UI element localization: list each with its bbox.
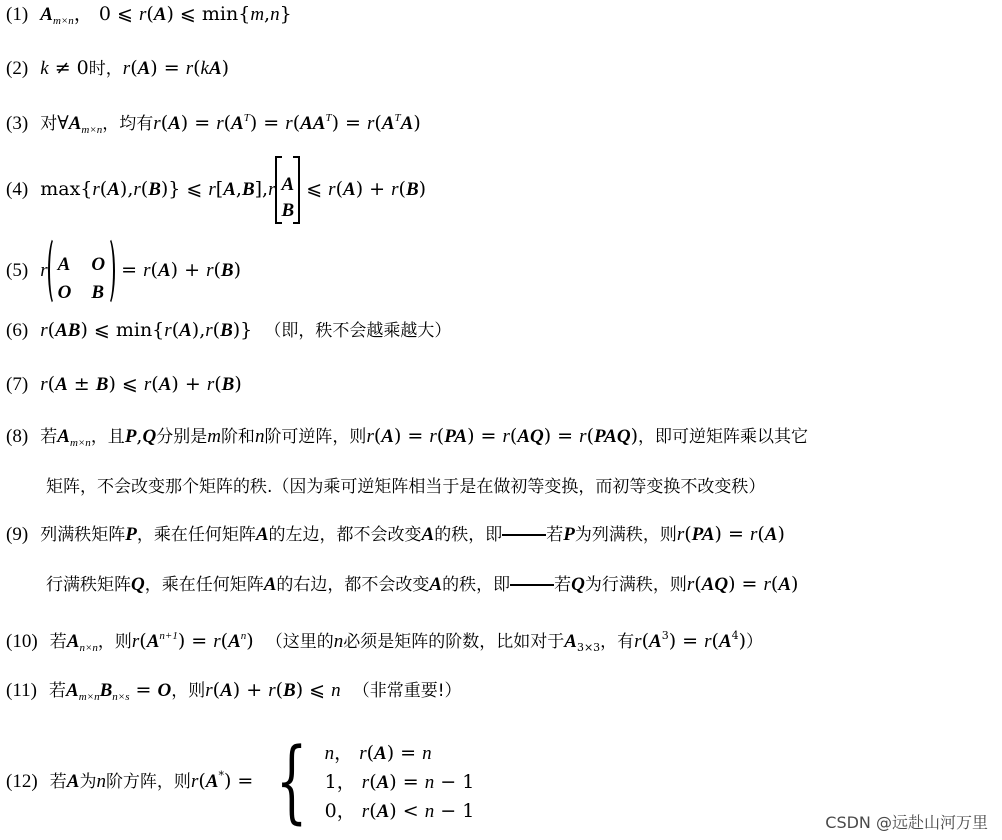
block-diagonal-matrix: A O O B	[48, 236, 115, 306]
formula-row-4: (4) max{r(A),r(B)} ⩽ r[A,B],r A B ⩽ r(A) + r(B)	[6, 156, 426, 224]
case-1: n， r(A) = n	[324, 741, 432, 764]
case-2: 1， r(A) = n − 1	[324, 770, 475, 793]
formula-row-9b: 行满秩矩阵Q，乘在任何矩阵A的右边，都不会改变A的秩，即 若Q为行满秩，则r(AQ) = r(A)	[46, 573, 799, 595]
formula-row-6: (6) r(AB) ⩽ min{r(A),r(B)} （即，秩不会越乘越大）	[6, 319, 452, 341]
formula-row-2: (2) k ≠ 0时，r(A) = r(kA)	[6, 57, 230, 79]
piecewise-cases	[259, 729, 475, 834]
block-column-matrix: A B	[275, 156, 300, 224]
row-number: (12)	[6, 771, 38, 792]
long-dash	[502, 534, 546, 536]
formula-row-9a: (9) 列满秩矩阵P，乘在任何矩阵A的左边，都不会改变A的秩，即 若P为列满秩，则r(PA) = r(A)	[6, 523, 785, 545]
row-number: (6)	[6, 320, 29, 341]
row-number: (1)	[6, 4, 29, 25]
formula-row-10: (10) 若$A_{n\times n}$，则$r(A^{n+1}) = r(A^n)$ （这里的n必须是矩阵的阶数，比如对于$A_{3\times 3}$，有$r(A^3) = r(A^4)$）	[6, 629, 764, 654]
watermark: CSDN @远赴山河万里	[825, 813, 988, 832]
formula-row-8-continued: 矩阵，不会改变那个矩阵的秩.（因为乘可逆矩阵相当于是在做初等变换，而初等变换不改变秩）	[46, 477, 766, 497]
row-number: (4)	[6, 179, 29, 200]
case-3: 0， r(A) < n − 1	[324, 799, 475, 822]
left-brace: {	[276, 729, 308, 834]
formula-row-5: (5) r A O O B = r(A) + r(B)	[6, 236, 241, 306]
formula-row-8: (8) 若$A_{m\times n}$，且P,Q分别是m阶和n阶可逆阵，则r(A) = r(PA) = r(AQ) = r(PAQ)，即可逆矩阵乘以其它	[6, 425, 808, 449]
formula-row-7: (7) r(A ± B) ⩽ r(A) + r(B)	[6, 373, 242, 395]
formula-row-11: (11) 若$A_{m\times n}B_{n\times s} = O$，则r(A) + r(B) ⩽ n （非常重要!）	[6, 679, 462, 703]
formula-row-3: (3) 对$\forall A_{m\times n}$，均有$r(A) = r(A^T) = r(AA^T) = r(A^TA)$	[6, 112, 421, 136]
row-number: (5)	[6, 260, 29, 281]
formula-row-1: (1) $A_{m\times n}$， 0 ⩽ r(A) ⩽ min{m,n}	[6, 3, 292, 27]
row-number: (2)	[6, 58, 29, 79]
row-number: (9)	[6, 524, 29, 545]
row-number: (10)	[6, 631, 38, 652]
formula-row-12: (12) 若A为n阶方阵，则r(A*) = { n， r(A) = n 1， r(A) = n − 1 0， r(A) < n − 1	[6, 729, 475, 834]
row-number: (3)	[6, 113, 29, 134]
row-number: (7)	[6, 374, 29, 395]
row-number: (11)	[6, 680, 37, 701]
row-number: (8)	[6, 426, 29, 447]
long-dash	[510, 584, 554, 586]
